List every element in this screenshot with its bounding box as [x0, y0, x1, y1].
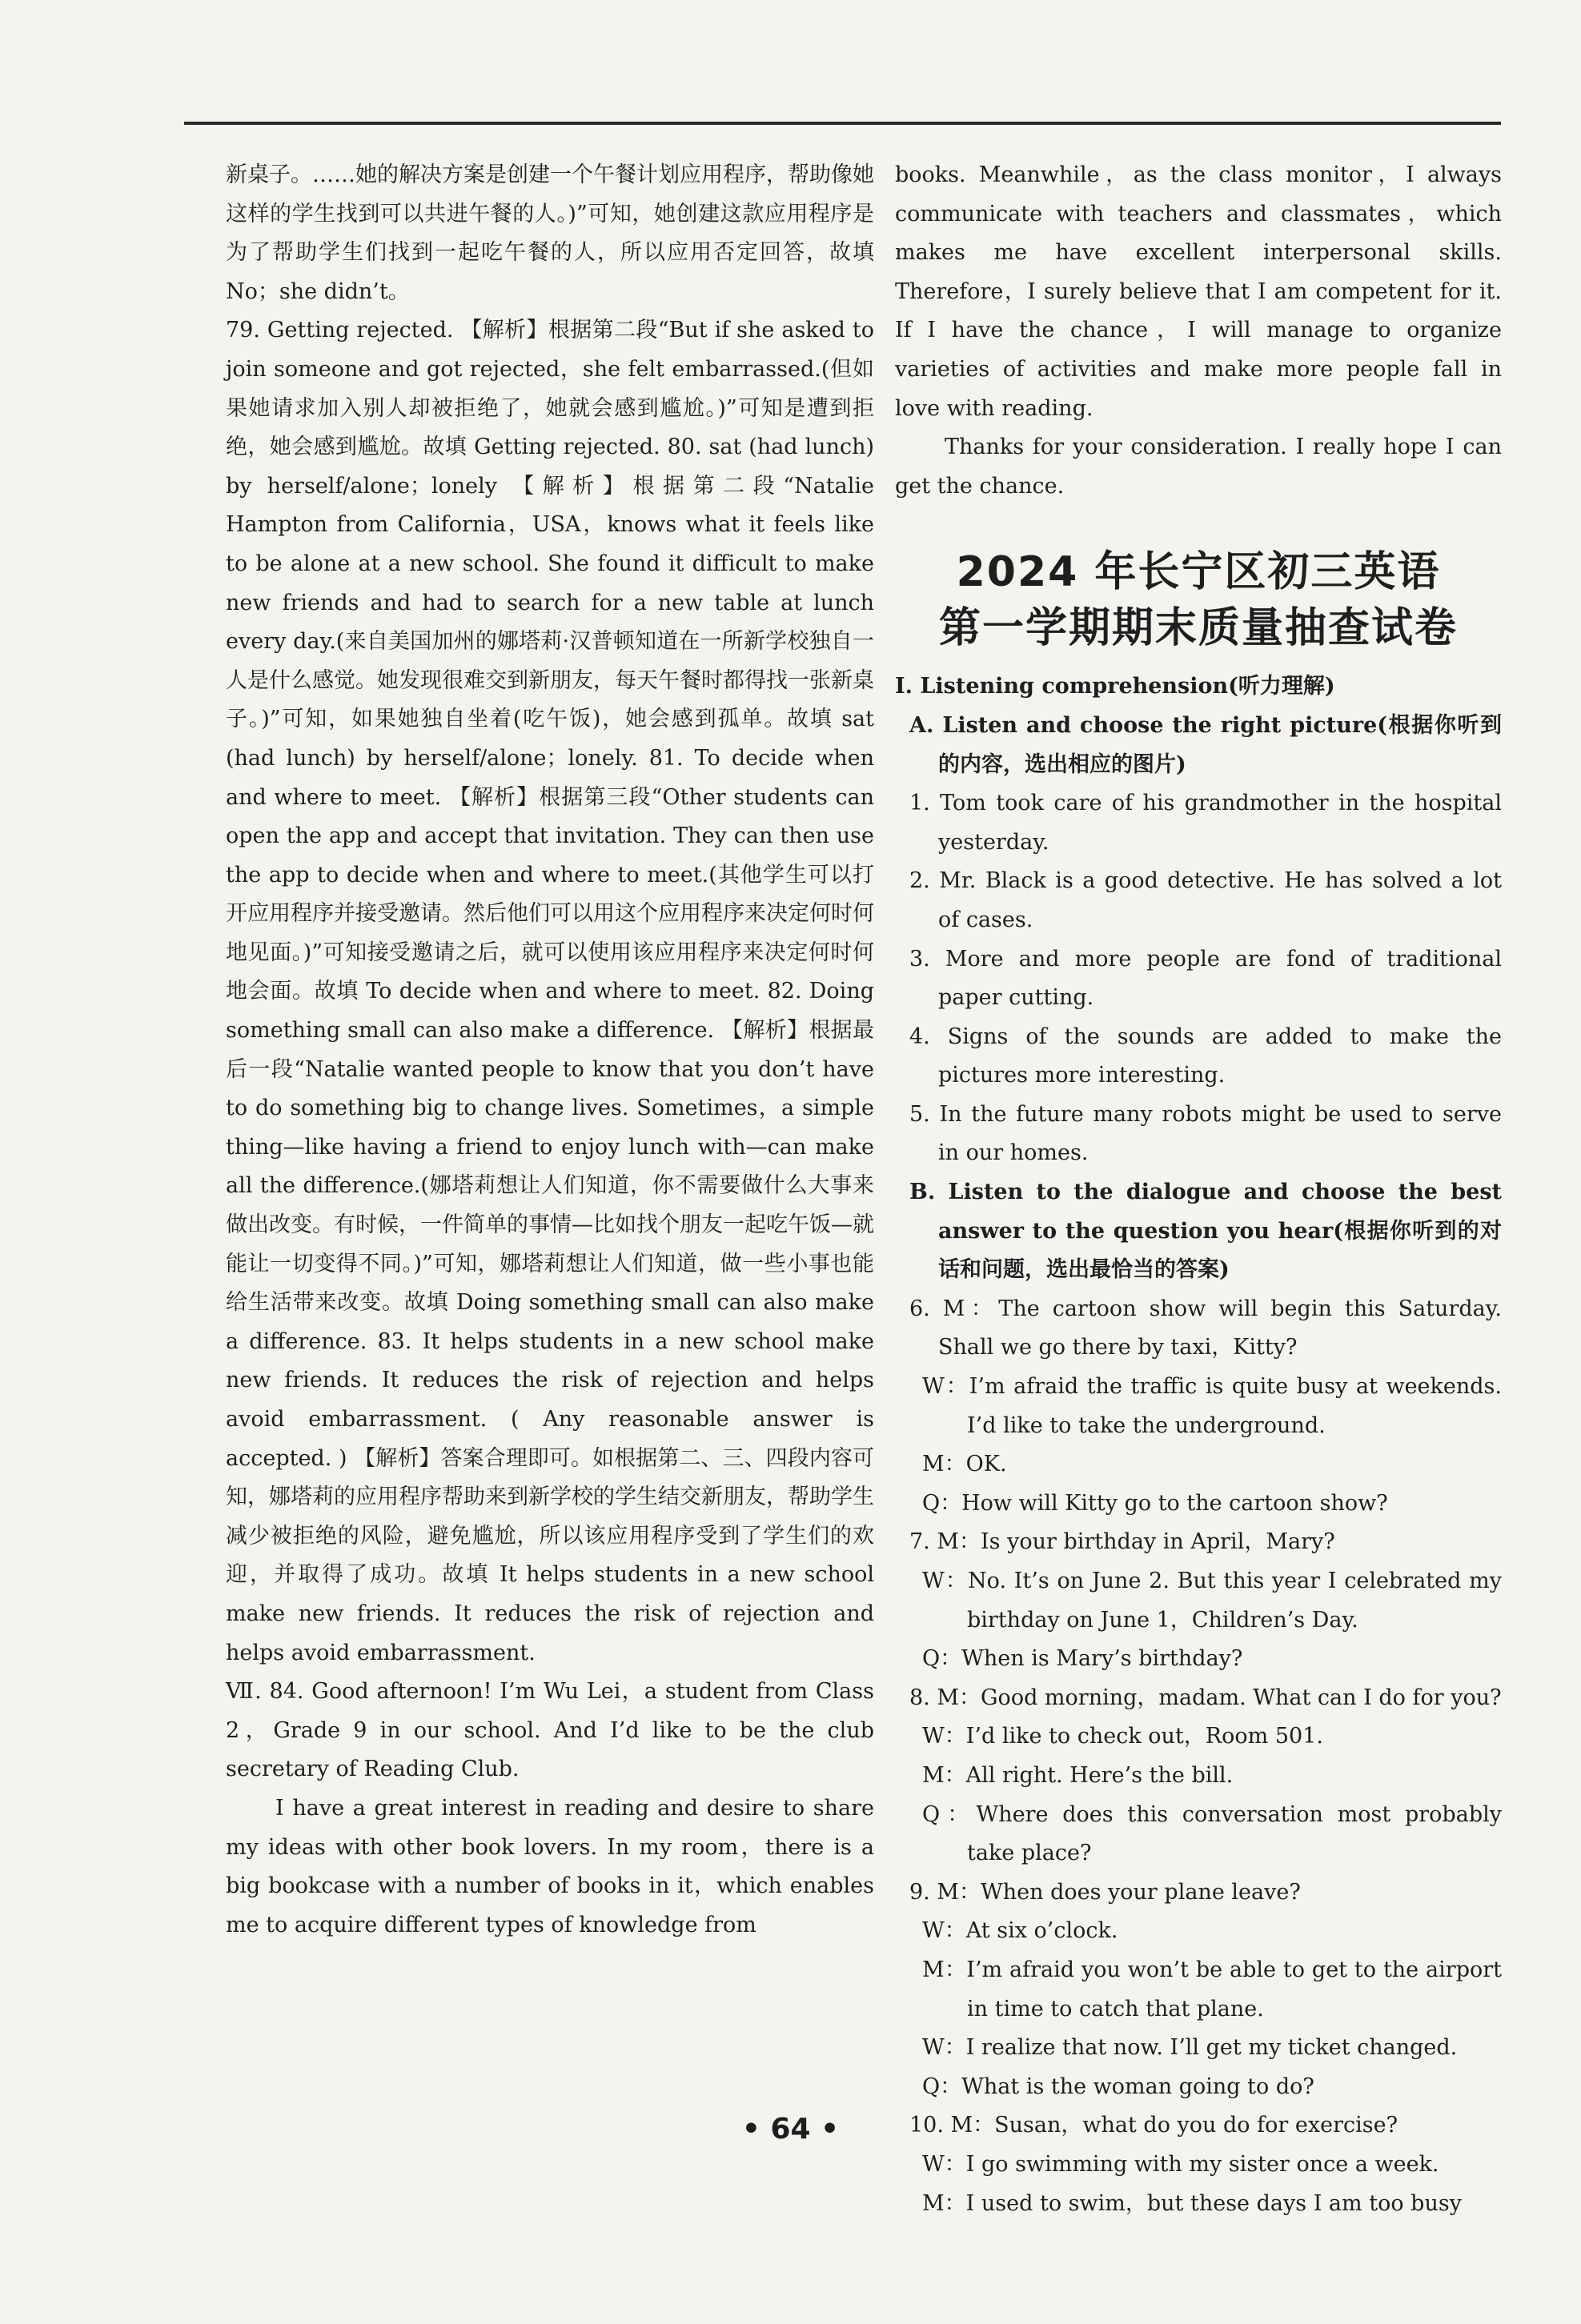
- part-a-item: 3. More and more people are fond of traditional paper cutting.: [909, 946, 1502, 1011]
- dialogue-line: M：I used to swim，but these days I am too busy: [922, 2190, 1462, 2216]
- right-column: [895, 156, 1502, 2223]
- dialogue-line: W：No. It’s on June 2. But this year I celebrated my birthday on June 1，Children’s Day.: [922, 1569, 1502, 1633]
- dialogue-line: W：At six o’clock.: [922, 1918, 1118, 1944]
- part-a-item: 2. Mr. Black is a good detective. He has solved a lot of cases.: [909, 868, 1502, 932]
- dialogue-line: W：I go swimming with my sister once a week.: [922, 2151, 1439, 2177]
- dialogue-line: W：I’d like to check out，Room 501.: [922, 1724, 1323, 1749]
- left-column: [226, 156, 874, 1945]
- dialogue-line: M：I’m afraid you won’t be able to get to the airport in time to catch that plane.: [922, 1957, 1502, 2021]
- dialogue-line: Q：What is the woman going to do?: [922, 2074, 1314, 2099]
- dialogue-line: 9. M：When does your plane leave?: [909, 1879, 1301, 1905]
- part-a-item: 4. Signs of the sounds are added to make the pictures more interesting.: [909, 1024, 1502, 1088]
- dialogue-line: Q：How will Kitty go to the cartoon show?: [922, 1490, 1388, 1516]
- dialogue-line: 7. M：Is your birthday in April，Mary?: [909, 1529, 1335, 1555]
- exam-title-line-2: 第一学期期末质量抽查试卷: [938, 604, 1458, 653]
- part-a-item: 1. Tom took care of his grandmother in the hospital yesterday.: [909, 791, 1502, 855]
- dialogue-line: W：I realize that now. I’ll get my ticket changed.: [922, 2035, 1458, 2061]
- dialogue-line: W：I’m afraid the traffic is quite busy at weekends. I’d like to take the underground.: [922, 1374, 1502, 1438]
- exam-title: [895, 544, 1502, 656]
- exam-title-line-1: 2024 年长宁区初三英语: [956, 548, 1441, 597]
- writing-paragraph-4: Thanks for your consideration. I really hope I can get the chance.: [895, 435, 1502, 499]
- dialogue-line: Q：When is Mary’s birthday?: [922, 1646, 1243, 1672]
- part-a-heading: A. Listen and choose the right picture(根据你听到的内容，选出相应的图片): [909, 712, 1502, 777]
- dialogue-line: 8. M：Good morning，madam. What can I do for you?: [909, 1685, 1502, 1710]
- section-heading-listening: Ⅰ. Listening comprehension(听力理解): [895, 674, 1335, 699]
- answer-paragraph-79-83: 79. Getting rejected. 【解析】根据第二段“But if she asked to join someone and got rejected，she felt embarrassed.(但如果她请求加入别人却被拒绝了，她就会感到尴尬。)”可知是遭到拒绝，她会感到尴尬。故填 Getting rejected. 80. sat (had lunch) by herself/alone；lonely 【解析】根据第二段“Natalie Hampton from California，USA，knows what it feels like to be alone at a new school. She found it difficult to make new friends and had to search for a new table at lunch every day.(来自美国加州的娜塔莉·汉普顿知道在一所新学校独自一人是什么感觉。她发现很难交到新朋友，每天午餐时都得找一张新桌子。)”可知，如果她独自坐着(吃午饭)，她会感到孤单。故填 sat (had lunch) by herself/alone；lonely. 81. To decide when and where to meet. 【解析】根据第三段“Other students can open the app and accept that invitation. They can then use the app to decide when and where to meet.(其他学生可以打开应用程序并接受邀请。然后他们可以用这个应用程序来决定何时何地见面。)”可知接受邀请之后，就可以使用该应用程序来决定何时何地会面。故填 To decide when and where to meet. 82. Doing something small can also make a difference. 【解析】根据最后一段“Natalie wanted people to know that you don’t have to do something big to change lives. Sometimes，a simple thing—like having a friend to enjoy lunch with—can make all the difference.(娜塔莉想让人们知道，你不需要做什么大事来做出改变。有时候，一件简单的事情—比如找个朋友一起吃午饭—就能让一切变得不同。)”可知，娜塔莉想让人们知道，做一些小事也能给生活带来改变。故填 Doing something small can also make a difference. 83. It helps students in a new school make new friends. It reduces the risk of rejection and helps avoid embarrassment. ( Any reasonable answer is accepted. ) 【解析】答案合理即可。如根据第二、三、四段内容可知，娜塔莉的应用程序帮助来到新学校的学生结交新朋友，帮助学生减少被拒绝的风险，避免尴尬，所以该应用程序受到了学生们的欢迎，并取得了成功。故填 It helps students in a new school make new friends. It reduces the risk of rejection and helps avoid embarrassment.: [226, 318, 874, 1665]
- dialogue-line: M：OK.: [922, 1452, 1007, 1477]
- writing-paragraph-1: Ⅶ. 84. Good afternoon! I’m Wu Lei，a student from Class 2，Grade 9 in our school. And I’d like to be the club secretary of Reading Club.: [226, 1679, 874, 1782]
- dialogue-line: Q：Where does this conversation most probably take place?: [922, 1801, 1502, 1866]
- dialogue-line: 10. M：Susan，what do you do for exercise?: [909, 2113, 1398, 2138]
- part-a-item: 5. In the future many robots might be used to serve in our homes.: [909, 1101, 1502, 1166]
- writing-paragraph-2: I have a great interest in reading and desire to share my ideas with other book lovers. In my room，there is a big bookcase with a number of books in it，which enables me to acquire different types of knowledge from: [226, 1795, 874, 1937]
- dialogue-line: M：All right. Here’s the bill.: [922, 1762, 1234, 1788]
- dialogue-line: 6. M：The cartoon show will begin this Saturday. Shall we go there by taxi，Kitty?: [909, 1296, 1502, 1360]
- part-b-heading: B. Listen to the dialogue and choose the best answer to the question you hear(根据你听到的对话和问题，选出最恰当的答案): [909, 1180, 1502, 1283]
- top-rule: [184, 122, 1501, 125]
- page-number: • 64 •: [741, 2113, 840, 2146]
- answer-paragraph-78: 新桌子。……她的解决方案是创建一个午餐计划应用程序，帮助像她这样的学生找到可以共进午餐的人。)”可知，她创建这款应用程序是为了帮助学生们找到一起吃午餐的人，所以应用否定回答，故填 No；she didn’t。: [226, 162, 874, 304]
- writing-paragraph-3: books. Meanwhile，as the class monitor，I always communicate with teachers and classmates，which makes me have excellent interpersonal skills. Therefore，I surely believe that I am competent for it. If I have the chance，I will manage to organize varieties of activities and make more people fall in love with reading.: [895, 162, 1502, 421]
